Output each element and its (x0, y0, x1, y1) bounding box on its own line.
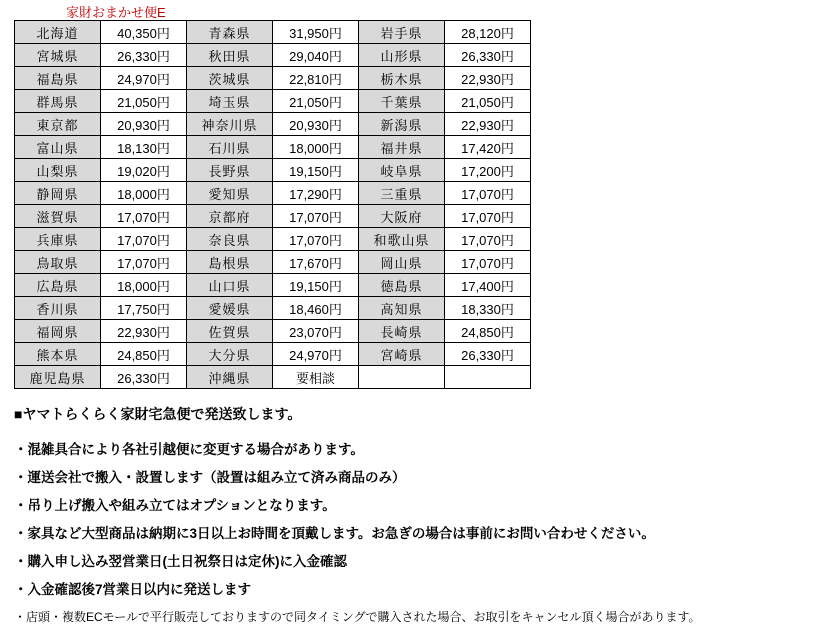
prefecture-cell: 徳島県 (359, 274, 445, 297)
prefecture-cell: 沖縄県 (187, 366, 273, 389)
price-cell: 18,460円 (273, 297, 359, 320)
prefecture-cell: 青森県 (187, 21, 273, 44)
price-cell: 23,070円 (273, 320, 359, 343)
price-cell: 17,750円 (101, 297, 187, 320)
prefecture-cell: 富山県 (15, 136, 101, 159)
table-row (15, 136, 531, 159)
price-cell: 24,970円 (273, 343, 359, 366)
prefecture-cell: 千葉県 (359, 90, 445, 113)
prefecture-cell: 群馬県 (15, 90, 101, 113)
table-row (15, 274, 531, 297)
price-cell: 18,330円 (445, 297, 531, 320)
prefecture-cell: 福島県 (15, 67, 101, 90)
notes-footnote: ・店頭・複数ECモールで平行販売しておりますので同タイミングで購入された場合、お取引をキャンセル頂く場合があります。 (14, 610, 701, 624)
price-cell: 18,130円 (101, 136, 187, 159)
price-cell: 17,070円 (101, 205, 187, 228)
table-row (15, 67, 531, 90)
price-cell: 22,810円 (273, 67, 359, 90)
empty-cell (445, 366, 531, 389)
prefecture-cell: 岡山県 (359, 251, 445, 274)
shipping-fee-table (14, 20, 531, 389)
prefecture-cell: 熊本県 (15, 343, 101, 366)
table-row (15, 21, 531, 44)
prefecture-cell: 宮城県 (15, 44, 101, 67)
prefecture-cell: 高知県 (359, 297, 445, 320)
prefecture-cell: 東京都 (15, 113, 101, 136)
prefecture-cell: 静岡県 (15, 182, 101, 205)
price-cell: 17,070円 (445, 251, 531, 274)
prefecture-cell: 鹿児島県 (15, 366, 101, 389)
prefecture-cell: 大阪府 (359, 205, 445, 228)
prefecture-cell: 滋賀県 (15, 205, 101, 228)
table-row (15, 113, 531, 136)
prefecture-cell: 愛媛県 (187, 297, 273, 320)
table-row (15, 366, 531, 389)
prefecture-cell: 京都府 (187, 205, 273, 228)
prefecture-cell: 佐賀県 (187, 320, 273, 343)
notes-list (14, 438, 814, 598)
price-cell: 17,070円 (445, 205, 531, 228)
table-row (15, 182, 531, 205)
price-cell: 26,330円 (101, 44, 187, 67)
prefecture-cell: 石川県 (187, 136, 273, 159)
notes-section (14, 404, 814, 633)
price-cell: 19,020円 (101, 159, 187, 182)
price-cell: 17,420円 (445, 136, 531, 159)
price-cell: 19,150円 (273, 159, 359, 182)
price-cell: 17,070円 (445, 182, 531, 205)
table-row (15, 44, 531, 67)
table-row (15, 205, 531, 228)
table-row (15, 297, 531, 320)
note-line: ・家具など大型商品は納期に3日以上お時間を頂戴します。お急ぎの場合は事前にお問い合わせください。 (14, 526, 655, 541)
prefecture-cell: 福岡県 (15, 320, 101, 343)
price-cell: 17,070円 (101, 228, 187, 251)
note-line: ・入金確認後7営業日以内に発送します (14, 582, 252, 597)
table-row (15, 159, 531, 182)
table-row (15, 251, 531, 274)
price-cell: 17,070円 (273, 205, 359, 228)
table-row (15, 343, 531, 366)
price-cell: 18,000円 (101, 274, 187, 297)
prefecture-cell: 愛知県 (187, 182, 273, 205)
table-row (15, 90, 531, 113)
note-line: ・運送会社で搬入・設置します（設置は組み立て済み商品のみ） (14, 470, 406, 485)
table-row (15, 228, 531, 251)
prefecture-cell: 秋田県 (187, 44, 273, 67)
prefecture-cell: 岐阜県 (359, 159, 445, 182)
prefecture-cell: 長野県 (187, 159, 273, 182)
prefecture-cell: 新潟県 (359, 113, 445, 136)
prefecture-cell: 長崎県 (359, 320, 445, 343)
price-cell: 21,050円 (101, 90, 187, 113)
price-cell: 22,930円 (445, 67, 531, 90)
price-cell: 26,330円 (445, 44, 531, 67)
price-cell: 29,040円 (273, 44, 359, 67)
prefecture-cell: 奈良県 (187, 228, 273, 251)
price-cell: 40,350円 (101, 21, 187, 44)
price-cell: 20,930円 (101, 113, 187, 136)
note-line: ・混雑具合により各社引越便に変更する場合があります。 (14, 442, 364, 457)
price-cell: 17,070円 (101, 251, 187, 274)
prefecture-cell: 香川県 (15, 297, 101, 320)
prefecture-cell: 栃木県 (359, 67, 445, 90)
note-line: ・吊り上げ搬入や組み立てはオプションとなります。 (14, 498, 336, 513)
prefecture-cell: 山梨県 (15, 159, 101, 182)
prefecture-cell: 岩手県 (359, 21, 445, 44)
prefecture-cell: 山口県 (187, 274, 273, 297)
price-cell: 17,290円 (273, 182, 359, 205)
empty-cell (359, 366, 445, 389)
price-cell: 22,930円 (445, 113, 531, 136)
prefecture-cell: 茨城県 (187, 67, 273, 90)
prefecture-cell: 神奈川県 (187, 113, 273, 136)
prefecture-cell: 北海道 (15, 21, 101, 44)
prefecture-cell: 兵庫県 (15, 228, 101, 251)
price-cell: 18,000円 (273, 136, 359, 159)
prefecture-cell: 鳥取県 (15, 251, 101, 274)
price-cell: 17,200円 (445, 159, 531, 182)
price-cell: 18,000円 (101, 182, 187, 205)
prefecture-cell: 和歌山県 (359, 228, 445, 251)
price-cell: 17,070円 (445, 228, 531, 251)
prefecture-cell: 三重県 (359, 182, 445, 205)
price-cell: 17,400円 (445, 274, 531, 297)
price-cell: 22,930円 (101, 320, 187, 343)
price-cell: 24,850円 (445, 320, 531, 343)
prefecture-cell: 宮崎県 (359, 343, 445, 366)
table-row (15, 320, 531, 343)
price-cell: 28,120円 (445, 21, 531, 44)
price-cell: 24,850円 (101, 343, 187, 366)
prefecture-cell: 島根県 (187, 251, 273, 274)
price-cell: 21,050円 (273, 90, 359, 113)
page-title: 家財おまかせ便E (66, 5, 166, 20)
notes-heading: ■ヤマトらくらく家財宅急便で発送致します。 (14, 406, 302, 422)
price-cell: 21,050円 (445, 90, 531, 113)
price-cell: 26,330円 (445, 343, 531, 366)
price-cell: 19,150円 (273, 274, 359, 297)
price-cell: 24,970円 (101, 67, 187, 90)
table-body (15, 21, 531, 389)
price-cell: 26,330円 (101, 366, 187, 389)
price-cell: 31,950円 (273, 21, 359, 44)
price-cell: 17,670円 (273, 251, 359, 274)
prefecture-cell: 広島県 (15, 274, 101, 297)
prefecture-cell: 埼玉県 (187, 90, 273, 113)
price-cell: 17,070円 (273, 228, 359, 251)
prefecture-cell: 福井県 (359, 136, 445, 159)
prefecture-cell: 山形県 (359, 44, 445, 67)
note-line: ・購入申し込み翌営業日(土日祝祭日は定休)に入金確認 (14, 554, 347, 569)
price-cell: 20,930円 (273, 113, 359, 136)
price-cell: 要相談 (273, 366, 359, 389)
prefecture-cell: 大分県 (187, 343, 273, 366)
